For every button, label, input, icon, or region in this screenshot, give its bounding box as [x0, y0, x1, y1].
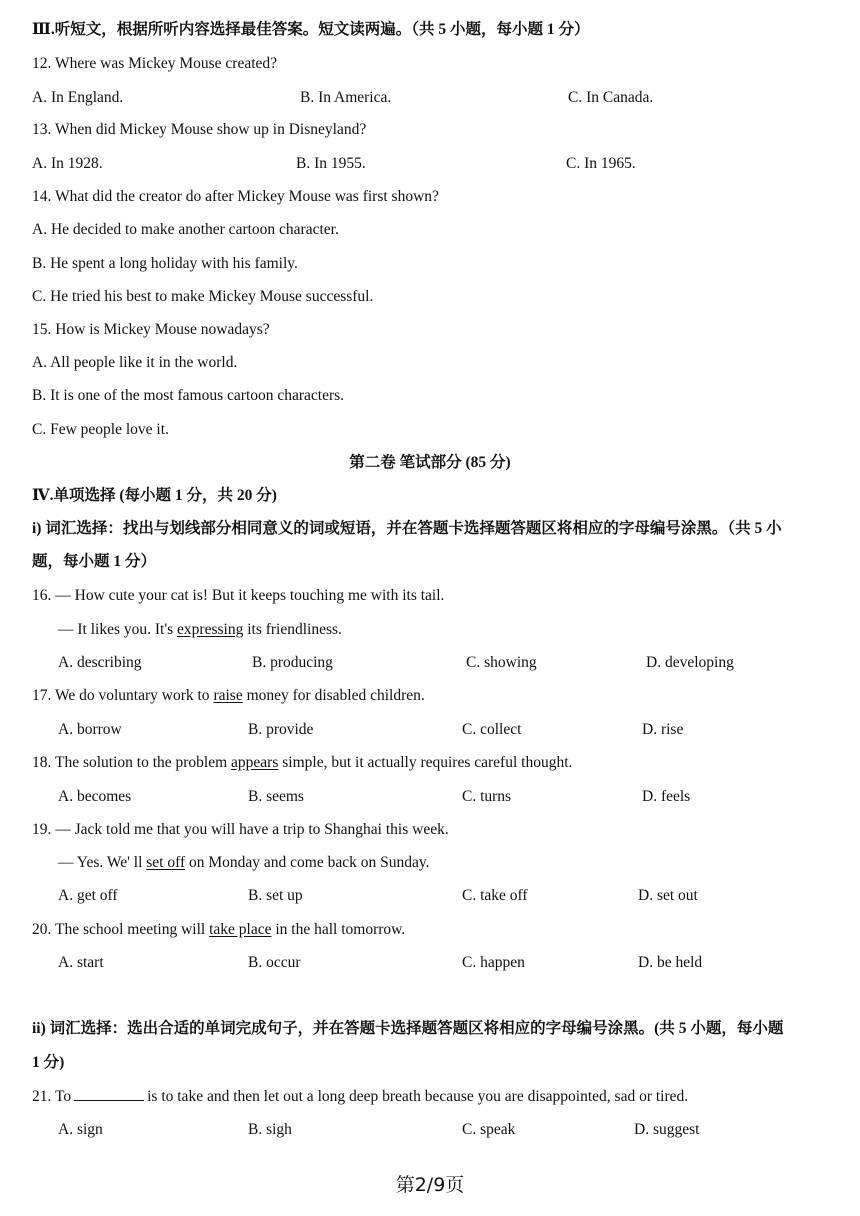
- option-20d: D. be held: [638, 954, 703, 971]
- underlined-word: set off: [146, 854, 186, 871]
- option-15b: B. It is one of the most famous cartoon characters.: [32, 387, 345, 404]
- option-21c: C. speak: [462, 1121, 516, 1138]
- question-19-reply: — Yes. We' ll set off on Monday and come back on Sunday.: [58, 854, 430, 871]
- option-21a: A. sign: [58, 1121, 103, 1138]
- question-14: 14. What did the creator do after Mickey Mouse was first shown?: [32, 188, 439, 205]
- option-21b: B. sigh: [248, 1121, 292, 1138]
- question-12: 12. Where was Mickey Mouse created?: [32, 55, 278, 72]
- option-17c: C. collect: [462, 721, 522, 738]
- option-16b: B. producing: [252, 654, 333, 671]
- option-12a: A. In England.: [32, 89, 124, 106]
- option-16c: C. showing: [466, 654, 537, 671]
- underlined-word: expressing: [177, 621, 244, 638]
- option-20c: C. happen: [462, 954, 525, 971]
- option-19c: C. take off: [462, 887, 528, 904]
- option-14b: B. He spent a long holiday with his family.: [32, 255, 298, 272]
- page-number: 第2/9页: [395, 1174, 465, 1196]
- underlined-word: appears: [231, 754, 279, 771]
- option-19b: B. set up: [248, 887, 303, 904]
- question-17: 17. We do voluntary work to raise money for disabled children.: [32, 687, 425, 704]
- question-19: 19. — Jack told me that you will have a trip to Shanghai this week.: [32, 821, 449, 838]
- sub-ii-instruction-line1: ii) 词汇选择：选出合适的单词完成句子，并在答题卡选择题答题区将相应的字母编号涂黑。(共 5 小题，每小题: [32, 1020, 784, 1037]
- sub-ii-instruction-line2: 1 分): [32, 1054, 65, 1071]
- option-18a: A. becomes: [58, 788, 132, 805]
- question-16-reply: — It likes you. It's expressing its friendliness.: [58, 621, 342, 638]
- sub-i-instruction-line1: i) 词汇选择：找出与划线部分相同意义的词或短语，并在答题卡选择题答题区将相应的字母编号涂黑。（共 5 小: [32, 520, 782, 537]
- question-21: 21. To is to take and then let out a long deep breath because you are disappointed, sad or tired.: [32, 1088, 689, 1105]
- option-12c: C. In Canada.: [568, 89, 654, 106]
- underlined-word: raise: [213, 687, 243, 704]
- option-18c: C. turns: [462, 788, 512, 805]
- option-15a: A. All people like it in the world.: [32, 354, 238, 371]
- question-20: 20. The school meeting will take place in the hall tomorrow.: [32, 921, 406, 938]
- option-20a: A. start: [58, 954, 104, 971]
- part2-heading: 第二卷 笔试部分 (85 分): [349, 454, 511, 471]
- underlined-word: take place: [209, 921, 272, 938]
- option-13c: C. In 1965.: [566, 155, 636, 172]
- option-12b: B. In America.: [300, 89, 392, 106]
- option-17d: D. rise: [642, 721, 684, 738]
- question-16: 16. — How cute your cat is! But it keeps touching me with its tail.: [32, 587, 445, 604]
- question-13: 13. When did Mickey Mouse show up in Disneyland?: [32, 121, 367, 138]
- question-18: 18. The solution to the problem appears simple, but it actually requires careful thought.: [32, 754, 573, 771]
- option-16d: D. developing: [646, 654, 734, 671]
- question-15: 15. How is Mickey Mouse nowadays?: [32, 321, 270, 338]
- option-13a: A. In 1928.: [32, 155, 103, 172]
- answer-blank: [74, 1086, 144, 1101]
- option-19a: A. get off: [58, 887, 118, 904]
- option-14a: A. He decided to make another cartoon character.: [32, 221, 339, 238]
- option-13b: B. In 1955.: [296, 155, 366, 172]
- section4-heading: Ⅳ.单项选择 (每小题 1 分，共 20 分): [32, 487, 277, 504]
- option-14c: C. He tried his best to make Mickey Mouse successful.: [32, 288, 374, 305]
- option-15c: C. Few people love it.: [32, 421, 169, 438]
- option-17b: B. provide: [248, 721, 314, 738]
- sub-i-instruction-line2: 题，每小题 1 分）: [32, 553, 157, 570]
- option-19d: D. set out: [638, 887, 698, 904]
- section3-heading: Ⅲ.听短文，根据所听内容选择最佳答案。短文读两遍。（共 5 小题，每小题 1 分）: [32, 21, 590, 38]
- option-16a: A. describing: [58, 654, 142, 671]
- option-18b: B. seems: [248, 788, 304, 805]
- option-17a: A. borrow: [58, 721, 122, 738]
- option-21d: D. suggest: [634, 1121, 700, 1138]
- option-20b: B. occur: [248, 954, 301, 971]
- option-18d: D. feels: [642, 788, 691, 805]
